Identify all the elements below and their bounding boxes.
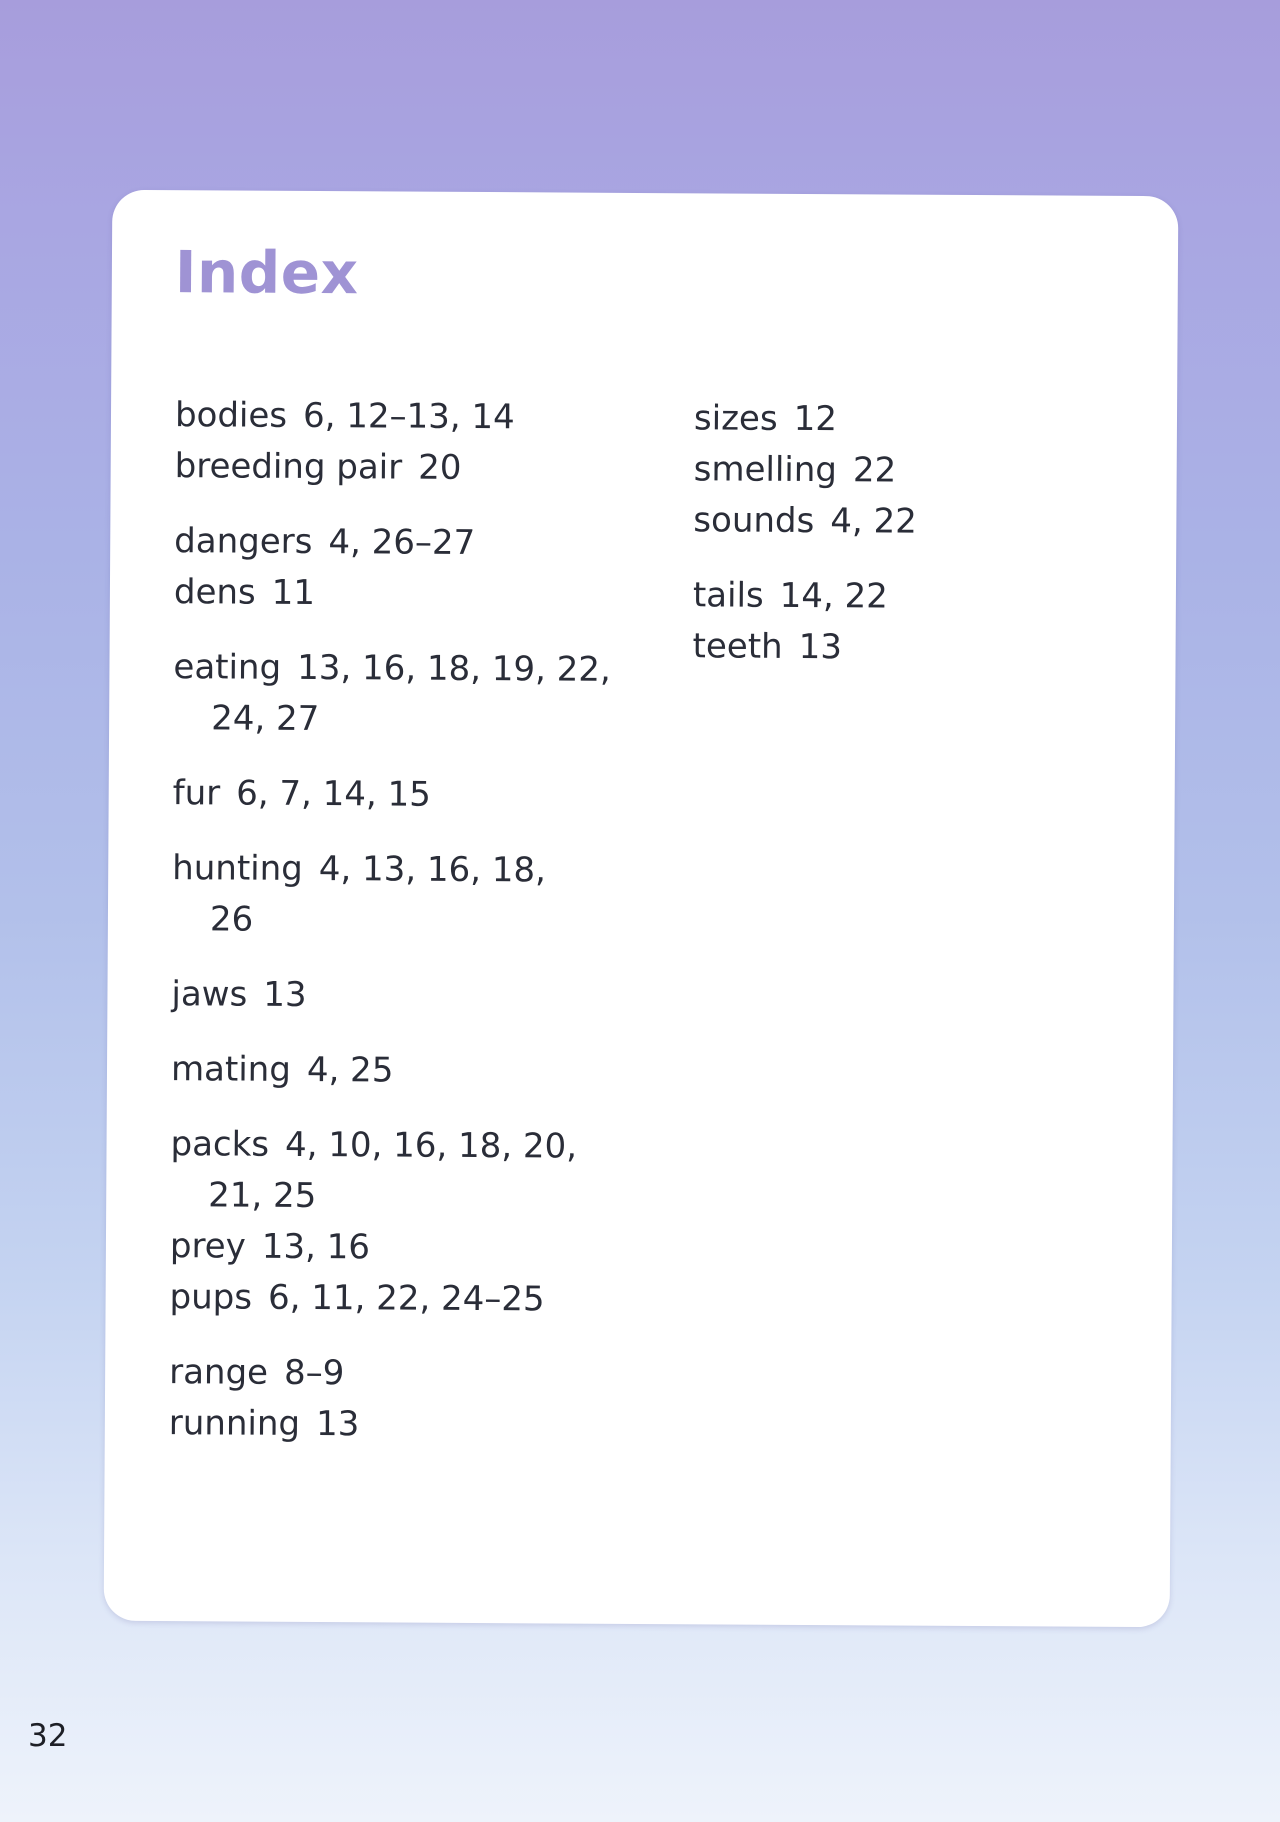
index-term: sounds [693,500,815,542]
index-term: eating [173,647,282,688]
index-pages: 6, 11, 22, 24–25 [267,1277,545,1320]
page-number: 32 [28,1718,68,1754]
index-group [172,843,693,948]
index-entry [172,843,551,947]
index-group [171,969,691,1023]
index-entry [692,621,1132,675]
index-term: hunting [172,848,303,889]
index-column-left [169,390,696,1476]
index-entry [169,1398,689,1452]
index-entry [171,1044,691,1098]
index-term: jaws [171,974,248,1015]
index-term: prey [169,1226,246,1267]
index-pages: 13, 16 [261,1226,371,1268]
index-entry [173,768,693,822]
index-entry [174,567,694,621]
index-pages: 4, 13, 16, 18, 26 [209,849,546,940]
page-title: Index [174,238,359,308]
index-group [692,570,1133,675]
index-group [169,1119,690,1326]
index-pages: 8–9 [283,1352,345,1394]
index-pages: 4, 22 [830,501,917,542]
index-pages: 12 [793,398,838,440]
index-entry [171,969,691,1023]
index-entry [694,393,1134,447]
index-pages: 13 [315,1404,360,1445]
index-entry [174,516,694,570]
index-pages: 6, 7, 14, 15 [236,773,431,815]
index-term: breeding pair [174,446,403,488]
index-group [174,516,695,621]
index-pages: 13, 16, 18, 19, 22, 24, 27 [211,647,611,740]
index-term: dens [173,572,256,613]
index-group [173,642,694,747]
index-entry [693,495,1133,549]
index-term: fur [172,773,221,814]
index-term: teeth [692,626,783,667]
index-term: sizes [693,398,778,439]
index-pages: 14, 22 [779,575,888,617]
index-term: packs [170,1124,270,1165]
index-term: pups [169,1277,253,1318]
index-entry [173,642,612,747]
index-entry [694,444,1134,498]
index-entry [175,441,695,495]
index-entry [169,1272,689,1326]
index-card [104,190,1179,1627]
index-term: running [168,1403,301,1444]
index-term: dangers [174,521,313,562]
index-pages: 4, 10, 16, 18, 20, 21, 25 [208,1124,578,1217]
index-term: range [169,1352,269,1393]
index-entry [175,390,695,444]
index-group [171,1044,691,1098]
index-entry [170,1119,629,1224]
index-pages: 4, 26–27 [328,522,476,563]
index-group [693,393,1134,549]
index-term: smelling [693,449,838,491]
index-pages: 4, 25 [306,1049,394,1091]
index-pages: 13 [798,626,843,668]
index-pages: 11 [271,572,316,614]
index-pages: 22 [852,450,897,491]
index-group [175,390,696,495]
index-group [173,768,693,822]
index-entry [169,1347,689,1401]
index-column-right [692,393,1134,699]
index-pages: 6, 12–13, 14 [302,395,515,438]
index-group [169,1347,690,1452]
index-pages: 20 [418,447,462,488]
index-term: tails [692,575,764,616]
index-term: mating [170,1049,292,1090]
index-entry [693,570,1133,624]
index-pages: 13 [263,974,307,1015]
index-term: bodies [174,395,288,436]
index-entry [170,1221,690,1275]
